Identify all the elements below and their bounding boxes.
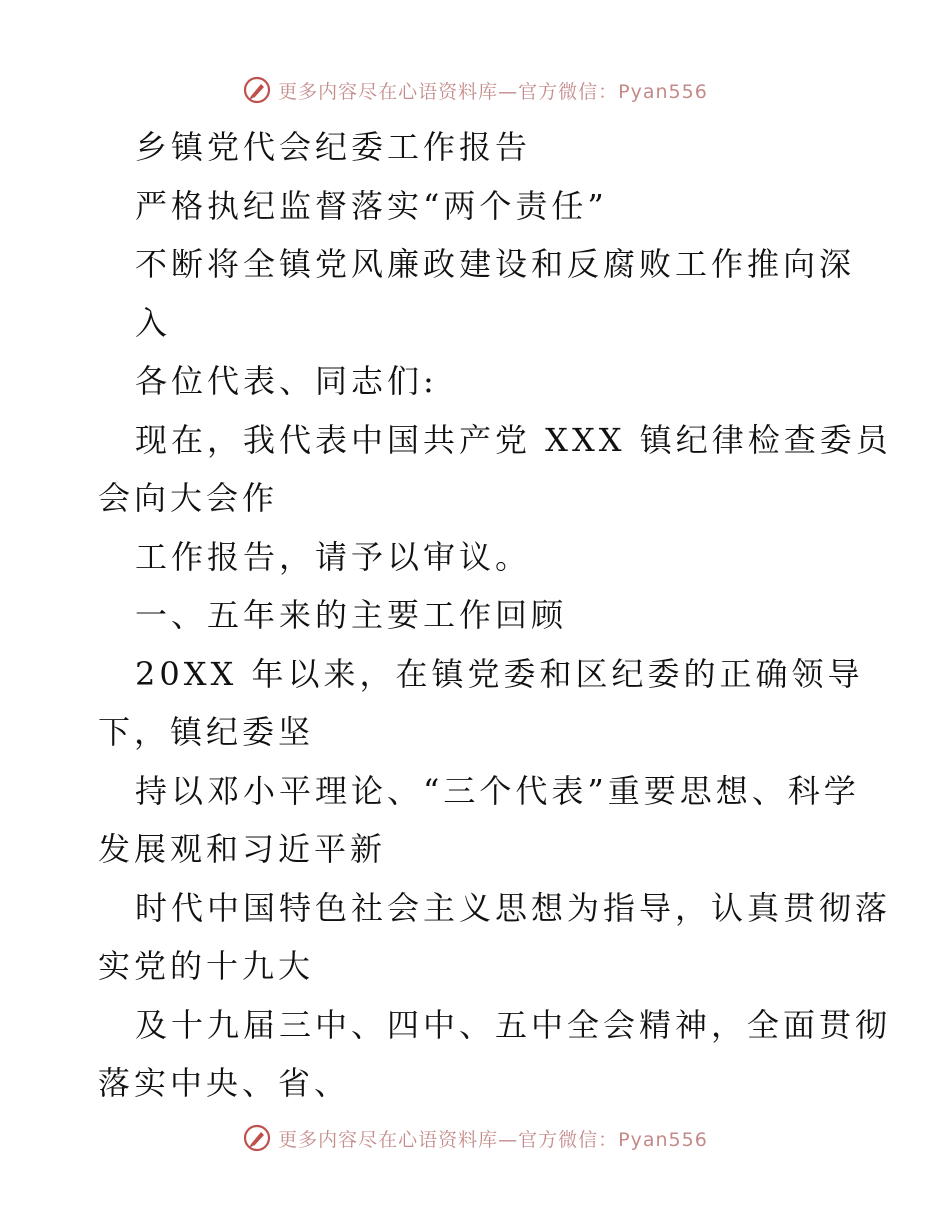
- text-line: 现在，我代表中国共产党 XXX 镇纪律检查委员: [135, 420, 892, 459]
- text-line: 会向大会作: [98, 479, 279, 517]
- text-line: 下，镇纪委坚: [98, 713, 315, 751]
- text-line: 乡镇党代会纪委工作报告: [135, 128, 532, 166]
- text-line: 工作报告，请予以审议。: [135, 537, 532, 576]
- text-line: 20XX 年以来，在镇党委和区纪委的正确领导: [135, 654, 864, 693]
- text-line: 实党的十九大: [98, 947, 315, 985]
- watermark-text: 更多内容尽在心语资料库—官方微信：Pyan556: [278, 80, 708, 103]
- pen-logo-icon: [242, 75, 272, 105]
- text-line: 发展观和习近平新: [98, 830, 387, 868]
- watermark-text: 更多内容尽在心语资料库—官方微信：Pyan556: [278, 1128, 708, 1151]
- text-line: 各位代表、同志们:: [135, 362, 438, 400]
- pen-logo-icon: [242, 1123, 272, 1153]
- text-line: 落实中央、省、: [98, 1064, 351, 1102]
- text-line: 一、五年来的主要工作回顾: [135, 596, 568, 634]
- text-line: 不断将全镇党风廉政建设和反腐败工作推向深: [135, 245, 856, 283]
- text-line: 持以邓小平理论、“三个代表”重要思想、科学: [135, 771, 860, 810]
- document-body: [98, 118, 892, 1113]
- header-watermark: [0, 70, 950, 110]
- text-line: 严格执纪监督落实“两个责任”: [135, 186, 608, 225]
- text-line: 入: [135, 303, 172, 342]
- text-line: 时代中国特色社会主义思想为指导，认真贯彻落: [135, 888, 892, 927]
- footer-watermark: [0, 1118, 950, 1158]
- text-line: 及十九届三中、四中、五中全会精神，全面贯彻: [135, 1005, 892, 1044]
